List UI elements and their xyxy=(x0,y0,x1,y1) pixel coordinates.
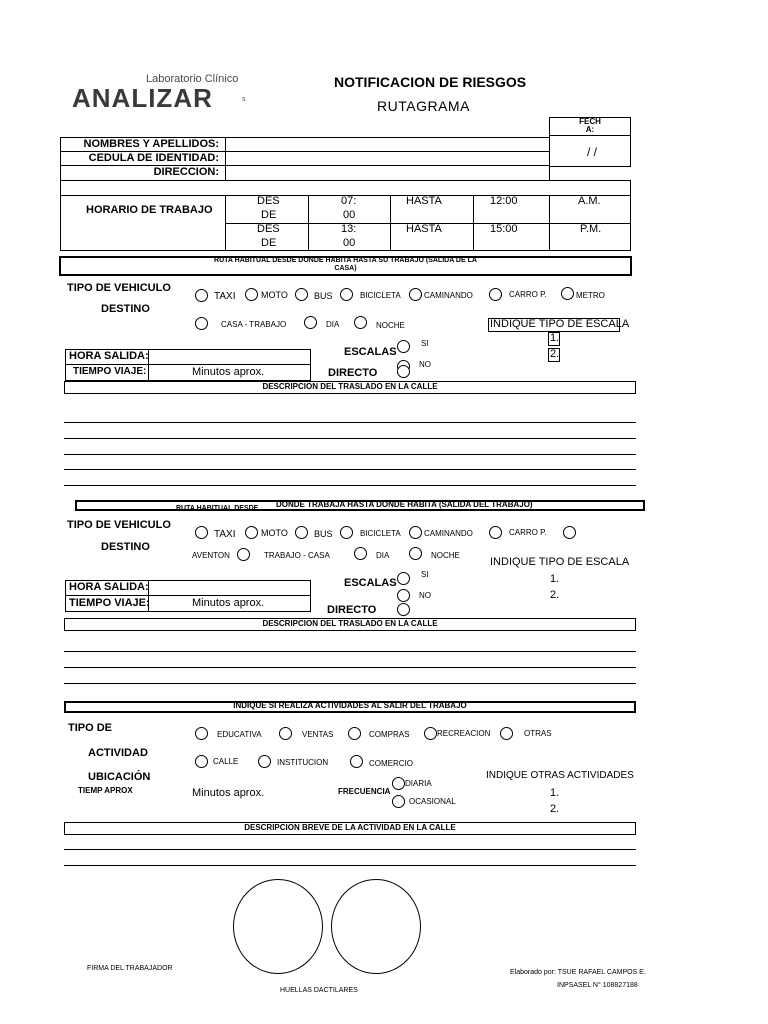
s2-no-radio[interactable] xyxy=(397,589,410,602)
section2-header-label: DONDE TRABAJA HASTA DONDE HABITA (SALIDA DEL TRABAJO) xyxy=(276,500,533,509)
section2-header-prefix: RUTA HABITUAL DESDE xyxy=(176,505,259,512)
s3-institucion-label: INSTITUCION xyxy=(277,758,329,767)
s2-escalas-label: ESCALAS xyxy=(344,577,397,589)
horario-row1-period: A.M. xyxy=(578,195,601,207)
section1-header-line1: RUTA HABITUAL DESDE DONDE HABITA HASTA SU TRABAJO (SALIDA DE LA xyxy=(214,257,477,264)
s1-metro-label: METRO xyxy=(576,291,605,300)
s3-otras-radio[interactable] xyxy=(500,727,513,740)
s1-casa-trabajo-radio[interactable] xyxy=(195,317,208,330)
s2-si-label: SI xyxy=(421,570,429,579)
inpsasel-label: INPSASEL N° 108827188 xyxy=(557,982,638,989)
s1-bus-label: BUS xyxy=(314,291,333,301)
s1-carro-label: CARRO P. xyxy=(509,290,547,299)
s3-ocasional-label: OCASIONAL xyxy=(409,797,456,806)
company-logo xyxy=(72,72,257,114)
s2-si-radio[interactable] xyxy=(397,572,410,585)
s2-aventon-label: AVENTON xyxy=(192,551,230,560)
horario-row2-hasta: HASTA xyxy=(406,223,442,235)
horario-row1-start-h[interactable]: 07: xyxy=(341,195,357,207)
s2-extra-radio[interactable] xyxy=(563,526,576,539)
fecha-label: FECH xyxy=(579,117,601,126)
s1-carro-radio[interactable] xyxy=(489,288,502,301)
s2-tipo-vehiculo-label: TIPO DE VEHICULO xyxy=(67,519,171,531)
fecha-label-2: A: xyxy=(585,125,595,134)
section1-header-line2: CASA) xyxy=(334,265,357,272)
logo-suffix: s xyxy=(242,96,246,103)
s2-directo-label: DIRECTO xyxy=(327,604,377,616)
s2-tiempo-viaje-label: TIEMPO VIAJE: xyxy=(69,597,150,609)
s1-si-radio[interactable] xyxy=(397,340,410,353)
s2-escala-1[interactable]: 1. xyxy=(550,573,560,585)
s3-ocasional-radio[interactable] xyxy=(392,795,405,808)
s2-escala-2[interactable]: 2. xyxy=(550,589,560,601)
s1-moto-label: MOTO xyxy=(261,290,288,300)
s2-minutos-label: Minutos aprox. xyxy=(192,597,265,609)
s2-directo-radio[interactable] xyxy=(397,603,410,616)
horario-row1-start-m[interactable]: 00 xyxy=(343,209,356,221)
page-subtitle: RUTAGRAMA xyxy=(377,98,470,114)
direccion-label: DIRECCION: xyxy=(153,166,219,178)
s2-hora-salida-field[interactable] xyxy=(149,581,310,594)
s1-bus-radio[interactable] xyxy=(295,288,308,301)
s1-moto-radio[interactable] xyxy=(245,288,258,301)
name-label: NOMBRES Y APELLIDOS: xyxy=(83,138,219,150)
s1-si-label: SI xyxy=(421,339,429,348)
s1-casa-trabajo-label: CASA - TRABAJO xyxy=(221,320,287,329)
direccion-field[interactable] xyxy=(226,166,549,180)
s1-tiempo-viaje-label: TIEMPO VIAJE: xyxy=(73,366,147,377)
s3-educativa-label: EDUCATIVA xyxy=(217,730,262,739)
s1-taxi-label: TAXI xyxy=(214,291,236,302)
firma-label: FIRMA DEL TRABAJADOR xyxy=(87,965,173,972)
s3-otras-label: OTRAS xyxy=(524,729,552,738)
s1-directo-radio[interactable] xyxy=(397,365,410,378)
s2-destino-label: DESTINO xyxy=(101,541,150,553)
name-field[interactable] xyxy=(226,138,549,150)
s3-actividad-label: ACTIVIDAD xyxy=(88,747,148,759)
s3-frecuencia-label: FRECUENCIA xyxy=(338,787,391,796)
s1-directo-label: DIRECTO xyxy=(328,367,378,379)
s3-compras-radio[interactable] xyxy=(348,727,361,740)
s3-ventas-label: VENTAS xyxy=(302,730,334,739)
s2-no-label: NO xyxy=(419,591,431,600)
s1-metro-radio[interactable] xyxy=(561,287,574,300)
fecha-value[interactable]: / / xyxy=(587,145,598,159)
s3-desc-line[interactable] xyxy=(64,865,636,866)
s2-bicicleta-radio[interactable] xyxy=(340,526,353,539)
s2-bus-label: BUS xyxy=(314,529,333,539)
s1-desc-line[interactable] xyxy=(64,454,636,455)
s3-calle-label: CALLE xyxy=(213,757,239,766)
cedula-label: CEDULA DE IDENTIDAD: xyxy=(88,152,219,164)
s2-hora-salida-label: HORA SALIDA: xyxy=(69,581,149,593)
s2-bicicleta-label: BICICLETA xyxy=(360,529,401,538)
s2-carro-label: CARRO P. xyxy=(509,528,547,537)
s1-escalas-label: ESCALAS xyxy=(344,346,397,358)
horario-row2-end[interactable]: 15:00 xyxy=(490,223,518,235)
logo-wordmark: ANALIZAR xyxy=(72,83,213,113)
s3-educativa-radio[interactable] xyxy=(195,727,208,740)
horario-row1-de: DE xyxy=(261,209,277,221)
horario-label: HORARIO DE TRABAJO xyxy=(86,204,213,216)
huellas-label: HUELLAS DACTILARES xyxy=(280,987,358,994)
s1-escala-2: 2. xyxy=(550,348,560,360)
s2-desc-line[interactable] xyxy=(64,683,636,684)
s3-indique-otras-label: INDIQUE OTRAS ACTIVIDADES xyxy=(486,770,634,781)
s3-desc-label: DESCRIPCION BREVE DE LA ACTIVIDAD EN LA CALLE xyxy=(244,823,456,832)
logo-tagline: Laboratorio Clínico xyxy=(146,73,239,85)
horario-row1-end[interactable]: 12:00 xyxy=(490,195,518,207)
s2-moto-label: MOTO xyxy=(261,528,288,538)
page-title: NOTIFICACION DE RIESGOS xyxy=(334,74,527,90)
s1-bicicleta-radio[interactable] xyxy=(340,288,353,301)
s2-taxi-label: TAXI xyxy=(214,529,236,540)
s3-recreacion-radio[interactable] xyxy=(424,727,437,740)
horario-row2-period: P.M. xyxy=(580,223,602,235)
cedula-field[interactable] xyxy=(226,152,549,164)
s1-destino-label: DESTINO xyxy=(101,303,150,315)
s1-desc-line[interactable] xyxy=(64,485,636,486)
s2-dia-label: DIA xyxy=(376,551,390,560)
s1-caminando-label: CAMINANDO xyxy=(424,291,473,300)
s2-noche-radio[interactable] xyxy=(409,547,422,560)
s3-compras-label: COMPRAS xyxy=(369,730,410,739)
s3-desc-line[interactable] xyxy=(64,849,636,850)
s2-taxi-radio[interactable] xyxy=(195,526,208,539)
s2-desc-label: DESCRIPCION DEL TRASLADO EN LA CALLE xyxy=(262,619,438,628)
s2-dia-radio[interactable] xyxy=(354,547,367,560)
fingerprint-circle-right[interactable] xyxy=(331,879,421,974)
s2-desc-line[interactable] xyxy=(64,651,636,652)
s1-desc-label: DESCRIPCION DEL TRASLADO EN LA CALLE xyxy=(262,382,438,391)
s1-indique-escala-label: INDIQUE TIPO DE ESCALA xyxy=(490,318,630,330)
horario-row2-de: DE xyxy=(261,237,277,249)
horario-row2-des: DES xyxy=(257,223,280,235)
s1-taxi-radio[interactable] xyxy=(195,289,208,302)
s1-dia-label: DIA xyxy=(326,320,340,329)
s3-otras-1[interactable]: 1. xyxy=(550,787,560,799)
s2-moto-radio[interactable] xyxy=(245,526,258,539)
section3-header-label: INDIQUE SI REALIZA ACTIVIDADES AL SALIR DEL TRABAJO xyxy=(233,701,467,710)
s2-desc-line[interactable] xyxy=(64,667,636,668)
s2-aventon-radio[interactable] xyxy=(237,548,250,561)
s3-ventas-radio[interactable] xyxy=(279,727,292,740)
s3-recreacion-label: RECREACION xyxy=(437,729,491,738)
s1-hora-salida-field[interactable] xyxy=(149,350,310,363)
s2-noche-label: NOCHE xyxy=(431,551,460,560)
s1-noche-radio[interactable] xyxy=(354,316,367,329)
s3-tiempo-aprox-label: TIEMP APROX xyxy=(78,786,133,795)
s3-ubicacion-label: UBICACIÓN xyxy=(88,771,151,783)
s3-diaria-label: DIARIA xyxy=(405,779,432,788)
s3-calle-radio[interactable] xyxy=(195,755,208,768)
s1-no-label: NO xyxy=(419,360,431,369)
s2-bus-radio[interactable] xyxy=(295,526,308,539)
s2-caminando-radio[interactable] xyxy=(409,526,422,539)
s1-dia-radio[interactable] xyxy=(304,316,317,329)
s1-noche-label: NOCHE xyxy=(376,321,405,330)
horario-row2-start-h[interactable]: 13: xyxy=(341,223,357,235)
s3-minutos-label: Minutos aprox. xyxy=(192,787,265,799)
horario-row1-hasta: HASTA xyxy=(406,195,442,207)
elaborado-label: Elaborado por: TSUE RAFAEL CAMPOS E. xyxy=(510,969,646,976)
s2-indique-escala-label: INDIQUE TIPO DE ESCALA xyxy=(490,556,630,568)
s3-diaria-radio[interactable] xyxy=(392,777,405,790)
s1-minutos-label: Minutos aprox. xyxy=(192,366,265,378)
s2-carro-radio[interactable] xyxy=(489,526,502,539)
s2-caminando-label: CAMINANDO xyxy=(424,529,473,538)
s1-caminando-radio[interactable] xyxy=(409,288,422,301)
s3-institucion-radio[interactable] xyxy=(258,755,271,768)
s1-tipo-vehiculo-label: TIPO DE VEHICULO xyxy=(67,282,171,294)
horario-row1-des: DES xyxy=(257,195,280,207)
s3-tipo-de-label: TIPO DE xyxy=(68,722,113,734)
s1-desc-line[interactable] xyxy=(64,438,636,439)
s1-desc-line[interactable] xyxy=(64,469,636,470)
s1-hora-salida-label: HORA SALIDA: xyxy=(69,350,149,362)
horario-row2-start-m[interactable]: 00 xyxy=(343,237,356,249)
s1-desc-line[interactable] xyxy=(64,422,636,423)
s1-escala-1: 1. xyxy=(550,332,560,344)
s3-comercio-radio[interactable] xyxy=(350,755,363,768)
s1-bicicleta-label: BICICLETA xyxy=(360,291,401,300)
s3-comercio-label: COMERCIO xyxy=(369,759,413,768)
s3-otras-2[interactable]: 2. xyxy=(550,803,560,815)
s2-trabajo-casa-label: TRABAJO - CASA xyxy=(264,551,330,560)
fingerprint-circle-left[interactable] xyxy=(233,879,323,974)
